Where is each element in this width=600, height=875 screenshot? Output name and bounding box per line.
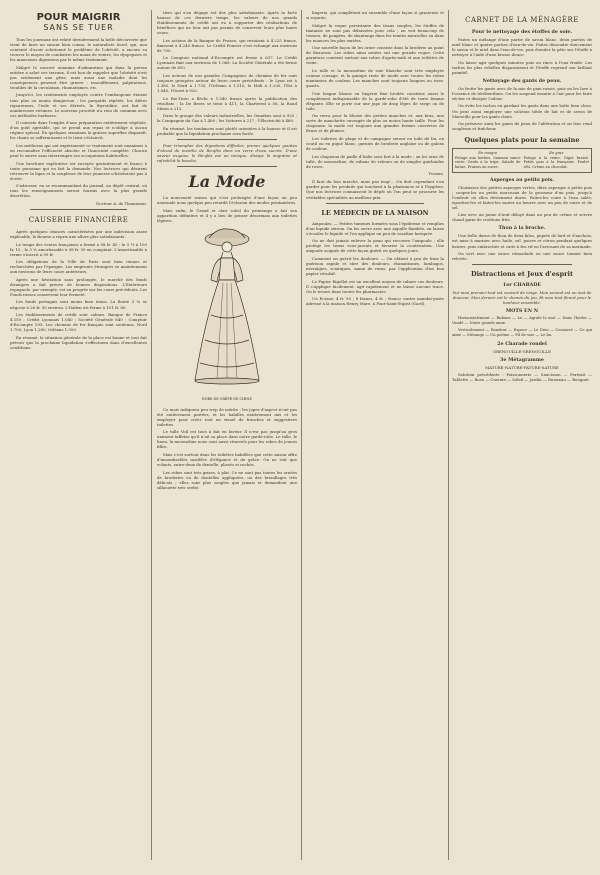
recipe-title: Asperges au petits pois. — [489, 176, 555, 183]
charade-text: Sur mon premier tout est couvert de neige, Mon second est un mot de douceur, Mon dernier est le chemin du jeu, Et mon tout fleurit pour le bonheur ensemble. — [452, 290, 592, 306]
section-title: CARNET DE LA MÉNAGÈRE — [465, 16, 579, 24]
paragraph: Les actions de la Banque de France, qui restaient à 4.225 francs, finissent à 4.240 francs. Le Crédit Foncier s'est échangé aux environs de 700. — [157, 37, 297, 53]
menu-items: Potage aux herbes. Saumon sauce verte. Oeufs à la tripe. Salade de laitue. Fraises au sucre. — [455, 155, 521, 169]
paragraph: Les médecins qui ont expérimenté ce traitement sont unanimes à en reconnaître l'efficacité absolue et l'innocuité complète. Chacun peut le suivre sans interrompre ses occupations habituelles. — [10, 142, 147, 158]
column-4 — [452, 10, 592, 860]
word-puzzle — [452, 316, 592, 337]
section-title: LE MÉDECIN DE LA MAISON — [321, 208, 429, 217]
puzzle-answer: GRENOUILLE-GRENOUILLE — [493, 348, 551, 354]
paragraph: Ampoules. — Petites tumeurs formées sous l'épiderme et remplies d'un liquide séreux. On les ouvre avec une aiguille flambée, on laisse s'écouler le liquide et l'on applique un peu de vaseline boriquée. — [306, 220, 444, 236]
paragraph: Une belle darne de thon de deux kilos, piquée de lard et d'anchois, est mise à mariner avec huile, sel, poivre et citron pendant quelques heures, puis embrochée et cuite à feu vif en l'arrosant de sa marinade. — [452, 233, 592, 249]
paragraph: Les chapeaux de paille d'Italie sont fort à la mode ; on les orne de tulle, de mousseline, de rubans de velours ou de simples guirlandes de roses. — [306, 153, 444, 169]
subsection-title: Pour le nettoyage des étoffes de soie. — [471, 29, 573, 35]
section-separator — [30, 209, 127, 210]
paragraph: Ce mois indiquera peu trop de mérite ; les jupes d'aspect n'ont pas été entièrement portées, et les habilles entièrement mis et les employer pour créer tout un visuel de franches et suggestives toilettes. — [157, 406, 297, 427]
column-divider — [448, 10, 449, 860]
paragraph: Les fonds portugais sont moins bien tenus. La Rente 3 % se négocie à 26 fr. 50 environ. L'Italien est ferme à 101 fr. 80. — [10, 299, 147, 310]
section-title: Distractions et Jeux d'esprit — [470, 270, 574, 279]
paragraph: On frotte les gants avec de la mie de pain rassie, puis on les lave à l'essence de térébenthine. On les suspend ensuite à l'air pour les faire sécher et dissiper l'odeur. — [452, 85, 592, 101]
menu-rich — [524, 151, 590, 169]
paragraph: S'adresser, en se recommandant du journal, au dépôt central, où tous les renseignements seront fournis avec la plus grande discrétion. — [10, 183, 147, 199]
article-title: POUR MAIGRIR — [36, 12, 121, 23]
signature: Yvonne. — [428, 171, 444, 177]
section-separator — [177, 139, 277, 140]
section-separator — [326, 203, 424, 204]
fashion-title: La Mode — [188, 172, 266, 192]
paragraph: Il faut du bon marché, mais pas trop!... On doit cependant s'en garder pour les produits qui touchent à la pharmacie et à l'hygiène. Que nos lectrices connaissent le dépôt où l'on peut se procurer les véritables spécialités au meilleur prix. — [306, 179, 444, 200]
menu-items: Potage à la reine. Gigot braisé. Petits pois à la française. Poulet rôti. Crème au chocolat. — [523, 155, 589, 169]
paragraph: On sert avec une sauce rémoulade ou une sauce tomate bien relevée. — [452, 251, 592, 262]
subsection-title: Nettoyage des gants de peau. — [482, 77, 562, 84]
paragraph: tiers qui s'en dégage est des plus satisfaisants. Après la forte hausse de ces derniers temps, les valeurs de nos grands établissements de crédit ont eu à supporter des réalisations de bénéfices qui ne leur ont pas permis de conserver leurs plus hauts cours. — [157, 10, 297, 36]
paragraph: On verra pour la blouse des petites manches et, aux bras, une sorte de manchette ouvragée de plus ou moins haute taille. Pour les chapeaux, la mode est toujours aux grandes formes couvertes de fleurs et de plumes. — [306, 113, 444, 134]
paragraph: Les toilettes de plage et de campagne seront en toile de lin, en coutil ou en piqué blanc, garnies de broderie anglaise ou de galons de couleur. — [306, 136, 444, 152]
paragraph: Malgré la vogue persistante des tissus souples, les étoffes de fantaisie ne sont pas délaissées pour cela ; on voit beaucoup de tussors, de pongées, de shantungs dans les teintes naturelles ou dans les nuances les plus variées. — [306, 22, 444, 43]
recipe-title: Thon à la broche. — [498, 225, 546, 232]
paragraph: Après quelques séances caractérisées par une indécision assez explicable, la Bourse a repris une allure plus satisfaisante. — [10, 228, 147, 239]
paragraph: On laisse agir quelques minutes puis on rince à l'eau froide. Les taches les plus rebelles disparaissent et l'étoffe reprend son brillant primitif. — [452, 59, 592, 75]
paragraph: Dans le groupe des valeurs industrielles, les Omnibus sont à 920 ; la Compagnie du Gaz à 1.460 ; les Voitures à 217 ; l'Électricité à 460. — [157, 113, 297, 124]
subsection-title: 3e Métagramme — [500, 356, 544, 363]
paragraph: Comment on guérit les douleurs. — On obtient à peu de frais la guérison rapide et sûre des douleurs, rhumatismes, lumbagos, névralgies, sciatiques, maux de reins, par l'application d'un bon papier révulsif. — [306, 255, 444, 276]
column-2 — [157, 10, 297, 860]
paragraph: Les actions de nos grandes Compagnies de chemins de fer sont toujours groupées autour de leurs cours précédents : le Lyon est à 1.380, le Nord à 1.730, l'Orléans à 1.510, le Midi à 1.200, l'Est à 1.040, l'Ouest à 920. — [157, 73, 297, 94]
paragraph: Le tulle et la mousseline de soie blanche sont très employés comme corsage, et la guimpe reste de mode avec toutes les robes montantes de couleur. Les manches sont toujours longues ou trois-quarts. — [306, 67, 444, 89]
paragraph: Malgré le concert unanime d'admiration qui dans la presse entière a salué ces travaux, il est bon de rappeler que l'obésité n'est pas seulement une gêne, mais aussi une maladie dont les conséquences peuvent être graves : essoufflement, palpitations, troubles de la circulation, rhumatismes, etc. — [10, 64, 147, 90]
paragraph: Le temps des ventes françaises a fermé à 98 fr. 40 ; le 3 ½ à 100 fr. 15 ; le 3 % amortissable à 98 fr. 30 en comptant. L'amortissable à terme s'inscrit à 99 fr. — [10, 241, 147, 257]
paragraph: Une nouvelle façon de les orner consiste dans la broderie au point de Beauvais. Les robes ainsi ornées ont une grande vogue. Cette garniture convient surtout aux robes d'après-midi et aux toilettes de visite. — [306, 45, 444, 66]
paragraph: On évite les taches en gardant les gants dans une boîte bien close. On peut aussi employer une solution tiède de lait et de savon de Marseille pour les gants clairs. — [452, 103, 592, 119]
paragraph: Tous les journaux ont relaté dernièrement la belle découverte que vient de faire un savant bien connu, le naturaliste Sorel, qui, non contenté d'avoir solutionné le problème de l'obésité, a encore su trouver le moyen de combattre les maux de ventre, les dyspepsies et les mauvaises digestions par le même traitement. — [10, 37, 147, 63]
paragraph: En résumé, les tendances sont plutôt orientées à la hausse et il est probable que la liquidation prochaine sera facile. — [157, 125, 297, 136]
section-separator — [177, 166, 277, 167]
menu-title: Quelques plats pour la semaine — [464, 136, 580, 145]
paragraph: Mais c'est surtout dans les toilettes habillées que cette saison offre d'innombrables modèles d'élégance et de grâce. On ne voit que volants, entre-deux de dentelle, plissés et ruchés. — [157, 451, 297, 467]
subsection-title: 2e Charade rondel — [497, 340, 547, 347]
paragraph: Le Comptoir national d'Escompte est ferme à 637. Le Crédit Lyonnais finit aux environs de 1.068. La Société Générale a été ferme autour de 650. — [157, 55, 297, 71]
menu-lean — [455, 151, 521, 169]
weekly-menu — [452, 148, 592, 172]
article-subtitle: SANS SE TUER — [43, 23, 114, 32]
paragraph: Solution précédente : Poissonnerie — Saucisson — Portrait — Tablette — Rose — Cravate — Soleil — Jardin — Ruisseau — Bouquet. — [452, 372, 592, 383]
paragraph: Jusqu'ici, les traitements employés contre l'embonpoint étaient tous plus ou moins dangereux ; les purgatifs répétés, les diètes rigoureuses, l'iode et ses dérivés, la thyroïdine, ont fait de nombreuses victimes. Le nouveau procédé n'a rien de commun avec ces méthodes barbares. — [10, 92, 147, 118]
column-divider — [301, 10, 302, 860]
column-divider — [151, 10, 152, 860]
paragraph: Choisissez des petites asperges vertes, dites asperges à petits pois ; coupez-les en petits morceaux de la grosseur d'un pois, jusqu'à l'endroit où elles deviennent dures. Faites-les cuire à l'eau salée, égouttez-les et faites-les sauter au beurre avec un peu de sucre et de sel. — [452, 184, 592, 210]
paragraph: Le Rio-Tinto a fléchi à 1.540 francs après la publication des résultats ; la De Beers se tient à 411, la Chartered à 56, la Rand Mines à 215. — [157, 95, 297, 111]
section-separator — [472, 264, 572, 265]
paragraph: Après une hésitation sans prolongée, le marché des fonds étrangers a fait preuve de bonnes dispositions. L'Extérieure espagnole, par exemple, est en progrès sur les cours précédents. Les Fonds russes conservent leur fermeté. — [10, 276, 147, 297]
paragraph: Liez avec un jaune d'œuf délayé dans un peu de crème et servez chaud garni de croûtons frits. — [452, 212, 592, 223]
paragraph: Une longue blouse en lingerie fine brodée constitue aussi le complément indispensable de la garde-robe d'été de toute femme élégante. Elle se porte sur une jupe de drap léger, de serge ou de toile. — [306, 90, 444, 111]
paragraph: Un Ecrase, 4 fr. 50 ; 8 francs, 4 fr. ; franco contre mandat-poste adressé à la maison Henry Mure, à Pont-Saint-Esprit (Gard). — [306, 296, 444, 307]
advertisement: Pour triompher des digestions difficiles, prenez quelques gouttes d'alcool de menthe de Ricqlès dans un verre d'eau sucrée. D'une saveur exquise, le Ricqlès est un tonique, dissipe la migraine et rafraîchit la bouche. — [157, 143, 297, 164]
subsection-title: 1er CHARADE — [502, 282, 542, 289]
section-title: CAUSERIE FINANCIÈRE — [28, 215, 129, 224]
signature: Docteur A. de Thomassin. — [96, 200, 147, 206]
paragraph: lingerie, qui complètent un ensemble d'une façon si gracieuse et si seyante. — [306, 10, 444, 21]
paragraph: On préserve ainsi les gants de peau de l'altération et on leur rend souplesse et fraîcheur. — [452, 121, 592, 132]
column-1 — [10, 10, 147, 860]
paragraph: Les robes sont très grises, à plat. Ce ne sont pas toutes les ornées de broderies ou de dentelles appliquées, ou des brouillages très délicats ; elles sont plus souples que jamais et demandent une silhouette très svelte. — [157, 469, 297, 490]
paragraph: Faites un mélange d'une partie de savon blanc, deux parties de miel blanc et quatre parties d'eau-de-vie. Faites dissoudre doucement le savon et le miel dans l'eau-de-vie, puis étendez la pâte sur l'étoffe à nettoyer à l'aide d'une brosse douce. — [452, 37, 592, 58]
paragraph: Il consiste dans l'emploi d'une préparation entièrement végétale, d'un goût agréable, qui se prend aux repas et n'oblige à aucun régime spécial. En quelques semaines la graisse superflue disparaît, les chairs se raffermissent et le teint s'éclaircit. — [10, 120, 147, 141]
subsection-title: MOTS EN N — [505, 308, 539, 315]
puzzle-vertical: Verticalement — Rondeur — Espace — Le Dieu — Consacré — Ce qui aime — Mésange — Un poème — Fil de soie — Le lin. — [452, 328, 592, 337]
paragraph: En résumé, la situation générale de la place est bonne et tout fait prévoir que la prochaine liquidation s'effectuera dans d'excellentes conditions. — [10, 334, 147, 350]
menu-heading: En gras — [549, 151, 564, 156]
menu-heading: En maigre — [478, 151, 498, 156]
dress-illustration — [187, 225, 267, 395]
figure-caption: ROBE DE CRÊPE DE CHINE — [202, 397, 252, 402]
puzzle-horizontal: Horizontalement — Rubans — Le — Agrafe le mot — Dans l'herbe — Vaudé — Notre grande amie. — [452, 316, 592, 325]
paragraph: Une brochure explicative est envoyée gratuitement et franco à toute personne qui en fait la demande. Nos lectrices qui désirent retrouver la ligne et la souplesse de leur jeunesse n'hésiteront pas à écrire. — [10, 160, 147, 181]
paragraph: Le Papier Rigollot est un excellent moyen de calmer ces douleurs. Il s'applique facilement, agit rapidement et ne laisse aucune trace. On le trouve dans toutes les pharmacies. — [306, 278, 444, 294]
paragraph: On ne doit jamais enlever la peau qui recouvre l'ampoule ; elle protège les tissus sous-jacents et favorise la cicatrisation. Une ampoule soignée de cette façon guérit en quelques jours. — [306, 238, 444, 254]
paragraph: Le tulle Voil est tous à fait en faveur. Il n'est pas jusqu'au gros uniment taffetas qu'il n'ait sa place dans notre garde-robe. Le tulle, le linon, la mousseline nous sont aussi réservés pour les robes de jeunes filles. — [157, 429, 297, 450]
column-3 — [306, 10, 444, 860]
paragraph: Mais enfin, le Grand et clair soleil du printemps a fait son apparition définitive et il y a lieu de penser désormais aux toilettes légères. — [157, 207, 297, 223]
puzzle-answer: MATURE-NATURE-PATURE-SATURE — [485, 364, 559, 370]
paragraph: Les établissements de crédit sont calmes. Banque de France 4.150 ; Crédit Lyonnais 1.040 ; Société Générale 640 ; Comptoir d'Escompte 595. Les chemins de fer français sont soutenus, Nord 1.700, Lyon 1.280, Orléans 1.500. — [10, 312, 147, 333]
paragraph: La nouveauté saison qui s'est prolongée d'une façon un peu anormale nous quelque peu retardé l'éclosion des modes printanières. — [157, 195, 297, 206]
paragraph: Les obligations de la Ville de Paris sont bien tenues et recherchées par l'épargne. Les emprunts étrangers se maintiennent aux environs de leurs cours antérieurs. — [10, 259, 147, 275]
